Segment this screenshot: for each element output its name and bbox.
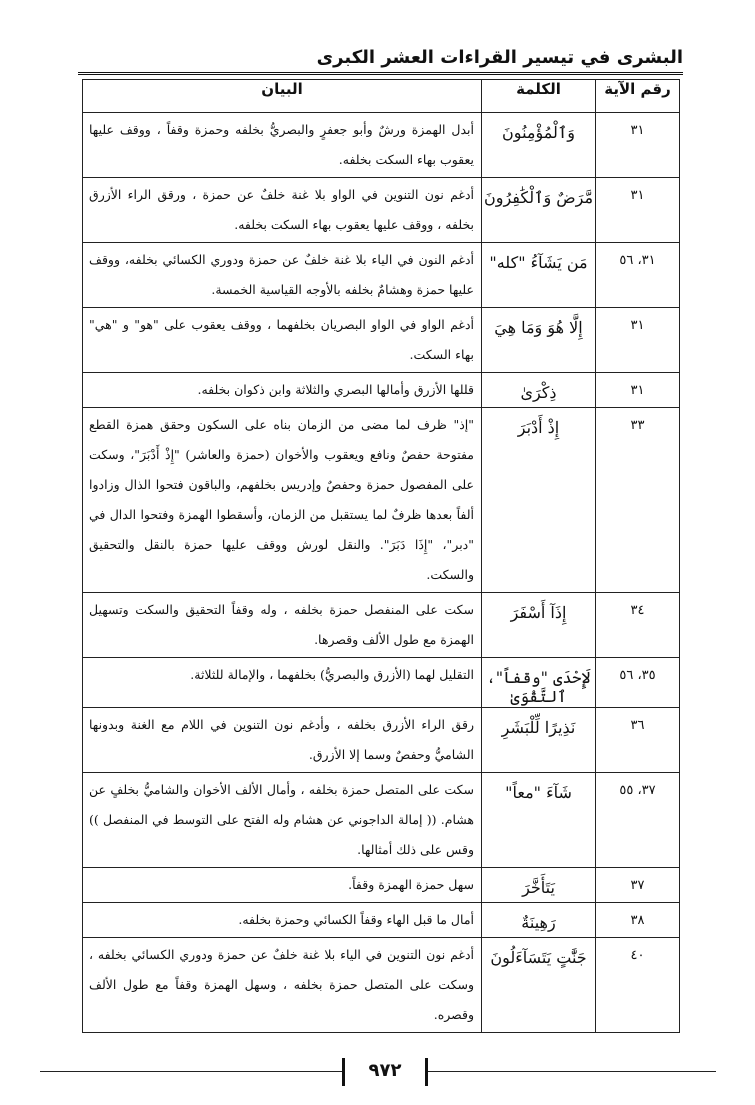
verse-number-cell: ٣١، ٥٦ [596, 243, 680, 308]
table-row [83, 373, 680, 408]
table-row [83, 593, 680, 658]
word-cell: رَهِينَةٌ [482, 903, 596, 938]
word-cell: نَذِيرًا لِّلْبَشَرِ [482, 708, 596, 773]
verse-number-cell: ٣١ [596, 373, 680, 408]
explanation-cell: أدغم نون التنوين في الياء بلا غنة خلفٌ عن حمزة ودوري الكسائي بخلفه ، وسكت على المتصل حمزة بخلفه ، وسهل الهمزة وقفاً مع طول الألف وقصره. [83, 938, 482, 1033]
verse-number-cell: ٣٦ [596, 708, 680, 773]
explanation-cell: التقليل لهما (الأزرق والبصريُّ) بخلفهما ، والإمالة للثلاثة. [83, 658, 482, 708]
table-row [83, 773, 680, 868]
explanation-cell: أدغم نون التنوين في الواو بلا غنة خلفٌ عن حمزة ، ورقق الراء الأزرق بخلفه ، ووقف عليها يعقوب بهاء السكت بخلفه. [83, 178, 482, 243]
table-row [83, 408, 680, 593]
verse-number-cell: ٣١ [596, 178, 680, 243]
verse-number-cell: ٤٠ [596, 938, 680, 1033]
verse-number-cell: ٣٨ [596, 903, 680, 938]
header-explanation: البيان [83, 80, 482, 113]
table-header-row [83, 80, 680, 113]
verse-number-cell: ٣٤ [596, 593, 680, 658]
explanation-cell: "إذ" ظرف لما مضى من الزمان بناه على السكون وحقق همزة القطع مفتوحة حفصٌ ونافع ويعقوب والأخوان (حمزة والعاشر) "إِذْ أَدْبَرَ"، وسكت على المفصول حمزة وحفصٌ وإدريس بخلفهم، والباقون فتحوا الذال وزادوا ألفاً بعدها ظرفٌ لما يستقبل من الزمان، وأسقطوا الهمزة وفتحوا الدال في "دبر"، "إِذَا دَبَرَ". والنقل لورش ووقف عليها حمزة بالنقل والتحقيق والسكت. [83, 408, 482, 593]
explanation-cell: سكت على المنفصل حمزة بخلفه ، وله وقفاً التحقيق والسكت وتسهيل الهمزة مع طول الألف وقصرها. [83, 593, 482, 658]
footer-bar-right [425, 1058, 428, 1086]
word-cell: وَٱلْمُؤْمِنُونَ [482, 113, 596, 178]
verse-number-cell: ٣٥، ٥٦ [596, 658, 680, 708]
word-cell: إِلَّا هُوَ وَمَا هِيَ [482, 308, 596, 373]
table-row [83, 658, 680, 708]
explanation-cell: أدغم الواو في الواو البصريان بخلفهما ، ووقف يعقوب على "هو" و "هي" بهاء السكت. [83, 308, 482, 373]
explanation-cell: أمال ما قبل الهاء وقفاً الكسائي وحمزة بخلفه. [83, 903, 482, 938]
word-cell: ذِكْرَىٰ [482, 373, 596, 408]
table-row [83, 308, 680, 373]
word-cell: لَإِحْدَى "وقفاً"، ٱلتَّقْوَىٰ [482, 658, 596, 708]
explanation-cell: أدغم النون في الياء بلا غنة خلفٌ عن حمزة ودوري الكسائي بخلفه، ووقف عليها حمزة وهشامٌ بخلفه بالأوجه القياسية الخمسة. [83, 243, 482, 308]
table-row [83, 178, 680, 243]
verse-number-cell: ٣٣ [596, 408, 680, 593]
header-verse-number: رقم الآية [596, 80, 680, 113]
table-row [83, 243, 680, 308]
qiraat-table [82, 79, 680, 1033]
word-cell: شَآءَ "معاً" [482, 773, 596, 868]
table-row [83, 113, 680, 178]
page-header [78, 46, 683, 75]
explanation-cell: رقق الراء الأزرق بخلفه ، وأدغم نون التنوين في اللام مع الغنة وبدونها الشاميُّ وحفصٌ وسما إلا الأزرق. [83, 708, 482, 773]
explanation-cell: سهل حمزة الهمزة وقفاً. [83, 868, 482, 903]
footer-rule-left [40, 1071, 342, 1072]
word-cell: مَن يَشَآءُ "كله" [482, 243, 596, 308]
explanation-cell: سكت على المتصل حمزة بخلفه ، وأمال الألف الأخوان والشاميُّ بخلفٍ عن هشام. (( إمالة الداجوني عن هشام وله الفتح على التوسط في المنفصل )) وقس على ذلك أمثالها. [83, 773, 482, 868]
page-number: ٩٧٢ [368, 1060, 402, 1081]
word-cell: إِذْ أَدْبَرَ [482, 408, 596, 593]
explanation-cell: قللها الأزرق وأمالها البصري والثلاثة وابن ذكوان بخلفه. [83, 373, 482, 408]
page-footer [40, 1054, 716, 1088]
book-title: البشرى في تيسير القراءات العشر الكبرى [316, 47, 683, 68]
footer-bar-left [342, 1058, 345, 1086]
word-cell: مَّرَضٌ وَٱلْكَٰفِرُونَ [482, 178, 596, 243]
table-row [83, 868, 680, 903]
table-row [83, 708, 680, 773]
verse-number-cell: ٣١ [596, 113, 680, 178]
word-cell: إِذَآ أَسْفَرَ [482, 593, 596, 658]
verse-number-cell: ٣٧، ٥٥ [596, 773, 680, 868]
table-row [83, 903, 680, 938]
verse-number-cell: ٣٧ [596, 868, 680, 903]
table-row [83, 938, 680, 1033]
verse-number-cell: ٣١ [596, 308, 680, 373]
header-word: الكلمة [482, 80, 596, 113]
word-cell: جَنَّٰتٍ يَتَسَآءَلُونَ [482, 938, 596, 1033]
explanation-cell: أبدل الهمزة ورشٌ وأبو جعفرٍ والبصريُّ بخلفه وحمزة وقفاً ، ووقف عليها يعقوب بهاء السكت بخلفه. [83, 113, 482, 178]
word-cell: يَتَأَخَّرَ [482, 868, 596, 903]
footer-rule-right [428, 1071, 716, 1072]
